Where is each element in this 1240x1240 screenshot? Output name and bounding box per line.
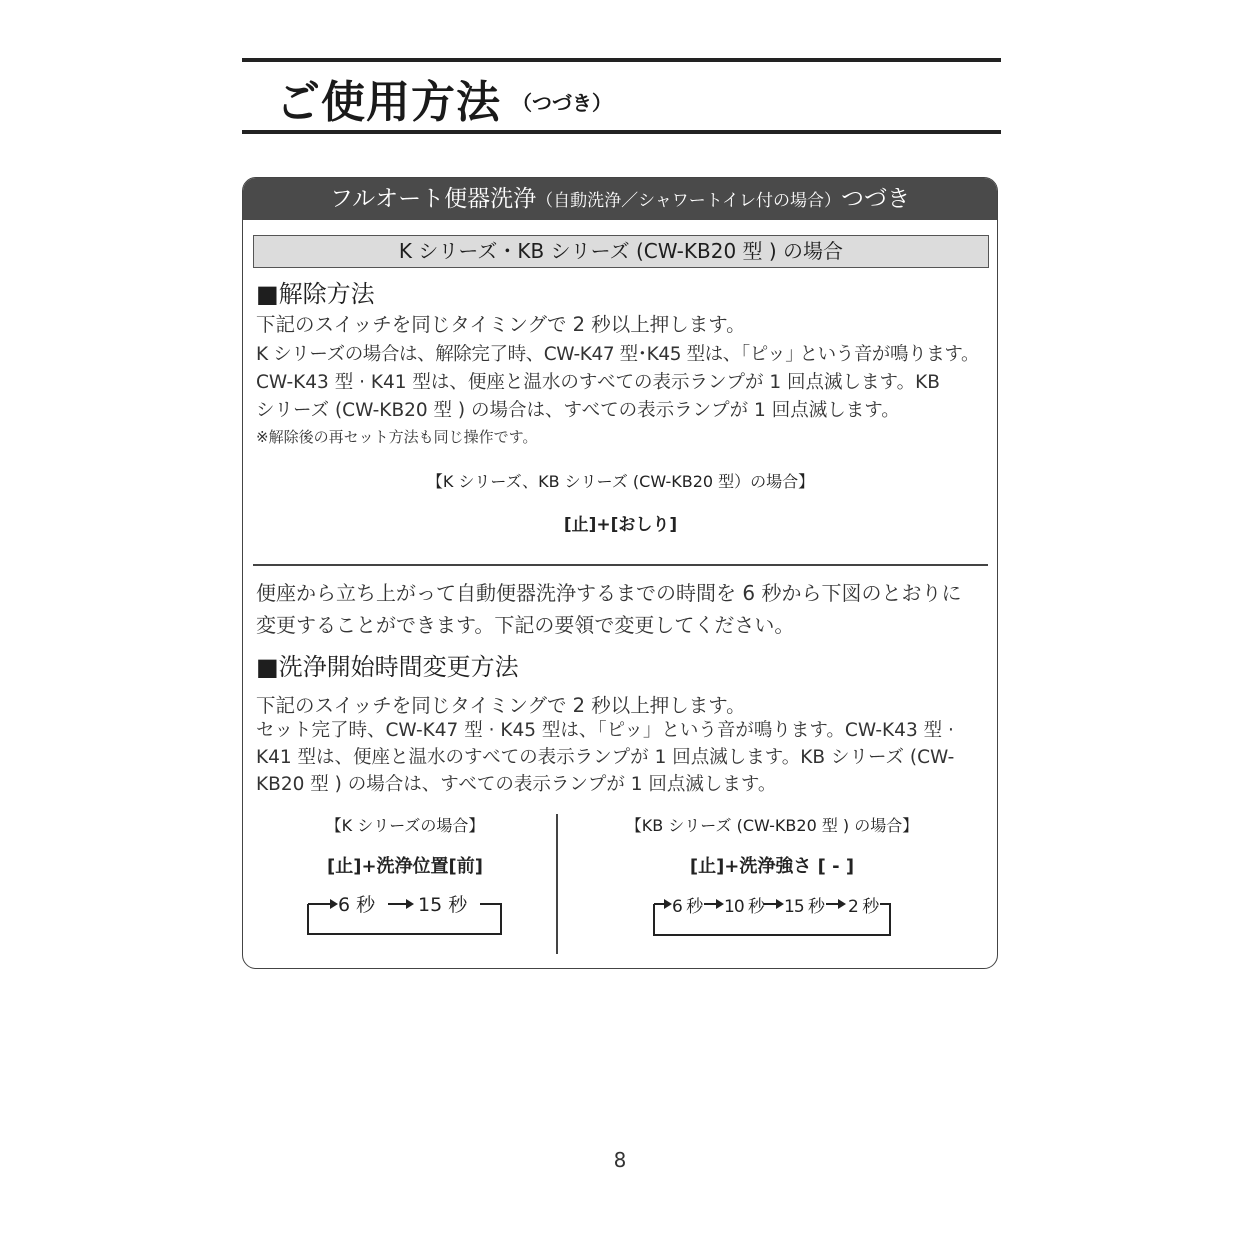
kb-seq-15s: 15 秒 [784, 897, 825, 917]
page-number: 8 [613, 1148, 627, 1172]
release-switch-combo: [止]+[おしり] [563, 515, 678, 535]
intro-line-2: 変更することができます。下記の要領で変更してください。 [256, 613, 795, 637]
page-title-suffix: （つづき） [512, 91, 612, 115]
release-method-heading: ■解除方法 [256, 280, 375, 308]
title-bottom-rule [242, 130, 1001, 134]
section-divider [253, 564, 988, 566]
series-sub-header: K シリーズ・KB シリーズ (CW-KB20 型 ) の場合 [253, 235, 989, 268]
change-line-3: K41 型は、便座と温水のすべての表示ランプが 1 回点滅します。KB シリーズ (CW- [256, 747, 955, 768]
kb-seq-10s: 10 秒 [724, 897, 765, 917]
k-seq-6s: 6 秒 [338, 894, 376, 916]
k-series-label: 【K シリーズの場合】 [325, 816, 485, 835]
title-top-rule [242, 58, 1001, 62]
change-line-1: 下記のスイッチを同じタイミングで 2 秒以上押します。 [256, 694, 746, 717]
panel-header-title: フルオート便器洗浄 [330, 186, 537, 212]
page-title: ご使用方法 [276, 77, 501, 128]
column-divider [556, 814, 558, 954]
release-note: ※解除後の再セット方法も同じ操作です。 [256, 428, 538, 446]
panel-header [243, 178, 997, 220]
intro-line-1: 便座から立ち上がって自動便器洗浄するまでの時間を 6 秒から下図のとおりに [256, 581, 962, 605]
panel-header-condition: （自動洗浄／シャワートイレ付の場合） [536, 191, 841, 211]
change-method-heading: ■洗浄開始時間変更方法 [256, 653, 519, 681]
release-line-1: 下記のスイッチを同じタイミングで 2 秒以上押します。 [256, 313, 746, 336]
release-line-4: シリーズ (CW-KB20 型 ) の場合は、すべての表示ランプが 1 回点滅します。 [256, 400, 900, 421]
kb-seq-6s: 6 秒 [672, 897, 703, 917]
change-line-4: KB20 型 ) の場合は、すべての表示ランプが 1 回点滅します。 [256, 774, 777, 795]
panel-header-continued: つづき [840, 186, 910, 212]
k-series-cycle-diagram [300, 886, 510, 940]
kb-seq-2s: 2 秒 [848, 897, 879, 917]
k-series-switch-combo: [止]+洗浄位置[前] [327, 856, 483, 877]
release-line-3: CW-K43 型 · K41 型は、便座と温水のすべての表示ランプが 1 回点滅します。KB [256, 372, 940, 393]
change-line-2: セット完了時、CW-K47 型 · K45 型は、「ピッ」という音が鳴ります。CW-K43 型 · [256, 720, 954, 741]
release-case-label: 【K シリーズ、KB シリーズ (CW-KB20 型）の場合】 [426, 472, 815, 491]
kb-series-switch-combo: [止]+洗浄強さ [ - ] [689, 856, 855, 877]
release-line-2: K シリーズの場合は、解除完了時、CW-K47 型･K45 型は、｢ピッ｣ という音が鳴ります。 [256, 344, 980, 365]
k-seq-15s: 15 秒 [418, 894, 468, 916]
kb-series-label: 【KB シリーズ (CW-KB20 型 ) の場合】 [625, 816, 919, 835]
